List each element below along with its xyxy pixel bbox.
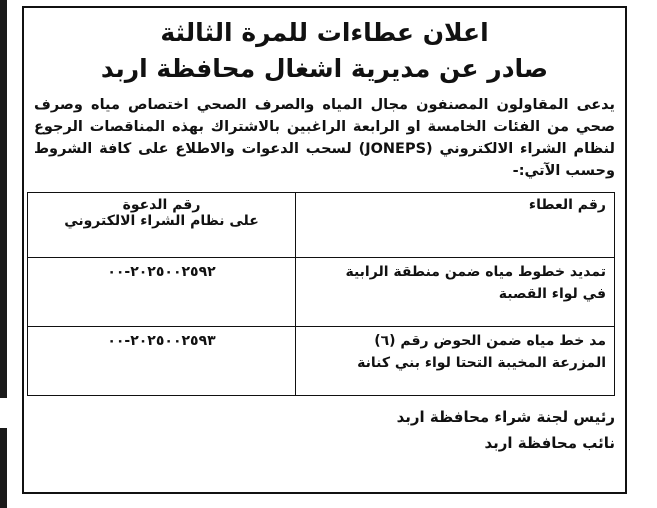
bid-location: في لواء القصبة: [498, 285, 606, 302]
announcement-issuer: صادر عن مديرية اشغال محافظة اربد: [100, 54, 549, 83]
announcement-intro: يدعى المقاولون المصنفون مجال المياه والصرف الصحي اختصاص مياه وصرف صحي من الفئات الخامسة او الرابعة الراغبين بالاشتراك بهذه المناقصات الرجوع لنظام الشراء الالكتروني (JONEPS) لسحب الدعوات والاطلاع على كافة الشروط وحسب الآتي:-: [34, 97, 616, 180]
header-bid-label: رقم العطاء: [528, 197, 606, 214]
invite-number: ٢٠٢٥٠٠٢٥٩٣-٠٠: [107, 333, 216, 350]
announcement-title: اعلان عطاءات للمرة الثالثة: [160, 18, 489, 47]
page-edge-strip: [0, 0, 7, 398]
header-bid-number: [296, 193, 615, 258]
bid-location: المزرعة المخيبة التحتا لواء بني كنانة: [357, 354, 606, 371]
signature-title: رئيس لجنة شراء محافظة اربد: [396, 408, 615, 427]
bid-title: تمديد خطوط مياه ضمن منطقة الرابية: [345, 264, 606, 281]
bid-cell: [296, 258, 615, 327]
announcement-frame: [22, 6, 627, 494]
bid-title: مد خط مياه ضمن الحوض رقم (٦): [374, 333, 606, 350]
table-row: [28, 258, 615, 327]
invite-cell: [28, 327, 296, 396]
page-edge-strip-lower: [0, 428, 7, 508]
signature-block: [34, 404, 615, 457]
bids-table: [27, 192, 615, 396]
header-invite-label: رقم الدعوة: [122, 197, 201, 214]
header-invite-number: [28, 193, 296, 258]
table-row: [28, 327, 615, 396]
invite-number: ٢٠٢٥٠٠٢٥٩٢-٠٠: [107, 264, 216, 281]
invite-cell: [28, 258, 296, 327]
bid-cell: [296, 327, 615, 396]
signature-subtitle: نائب محافظة اربد: [484, 434, 615, 453]
header-invite-sublabel: على نظام الشراء الالكتروني: [64, 213, 259, 230]
table-header-row: [28, 193, 615, 258]
